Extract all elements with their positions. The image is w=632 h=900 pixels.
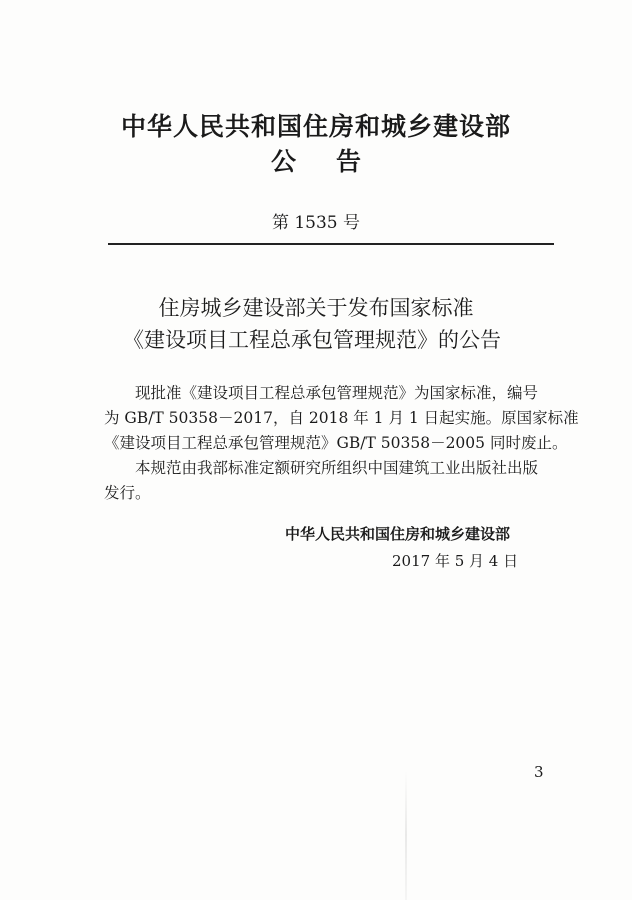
announcement-heading-line-2: 《建设项目工程总承包管理规范》的公告 [123,328,501,352]
body-line-1: 现批准《建设项目工程总承包管理规范》为国家标准，编号 [135,384,539,402]
header-divider [108,243,554,245]
issuer-signature: 中华人民共和国住房和城乡建设部 [285,525,511,543]
body-line-4: 本规范由我部标准定额研究所组织中国建筑工业出版社出版 [135,459,539,477]
scan-fold-shadow [405,770,407,900]
announcement-heading-line-1: 住房城乡建设部关于发布国家标准 [158,296,474,320]
page-number: 3 [534,763,544,781]
document-number: 第 1535 号 [271,213,361,233]
ministry-title: 中华人民共和国住房和城乡建设部 [120,112,511,141]
body-line-2: 为 GB/T 50358－2017，自 2018 年 1 月 1 日起实施。原国家标准 [104,409,579,427]
body-line-5: 发行。 [104,484,151,502]
body-line-3: 《建设项目工程总承包管理规范》GB/T 50358－2005 同时废止。 [104,434,568,452]
issue-date: 2017 年 5 月 4 日 [392,552,519,570]
notice-title: 公告 [270,147,401,176]
